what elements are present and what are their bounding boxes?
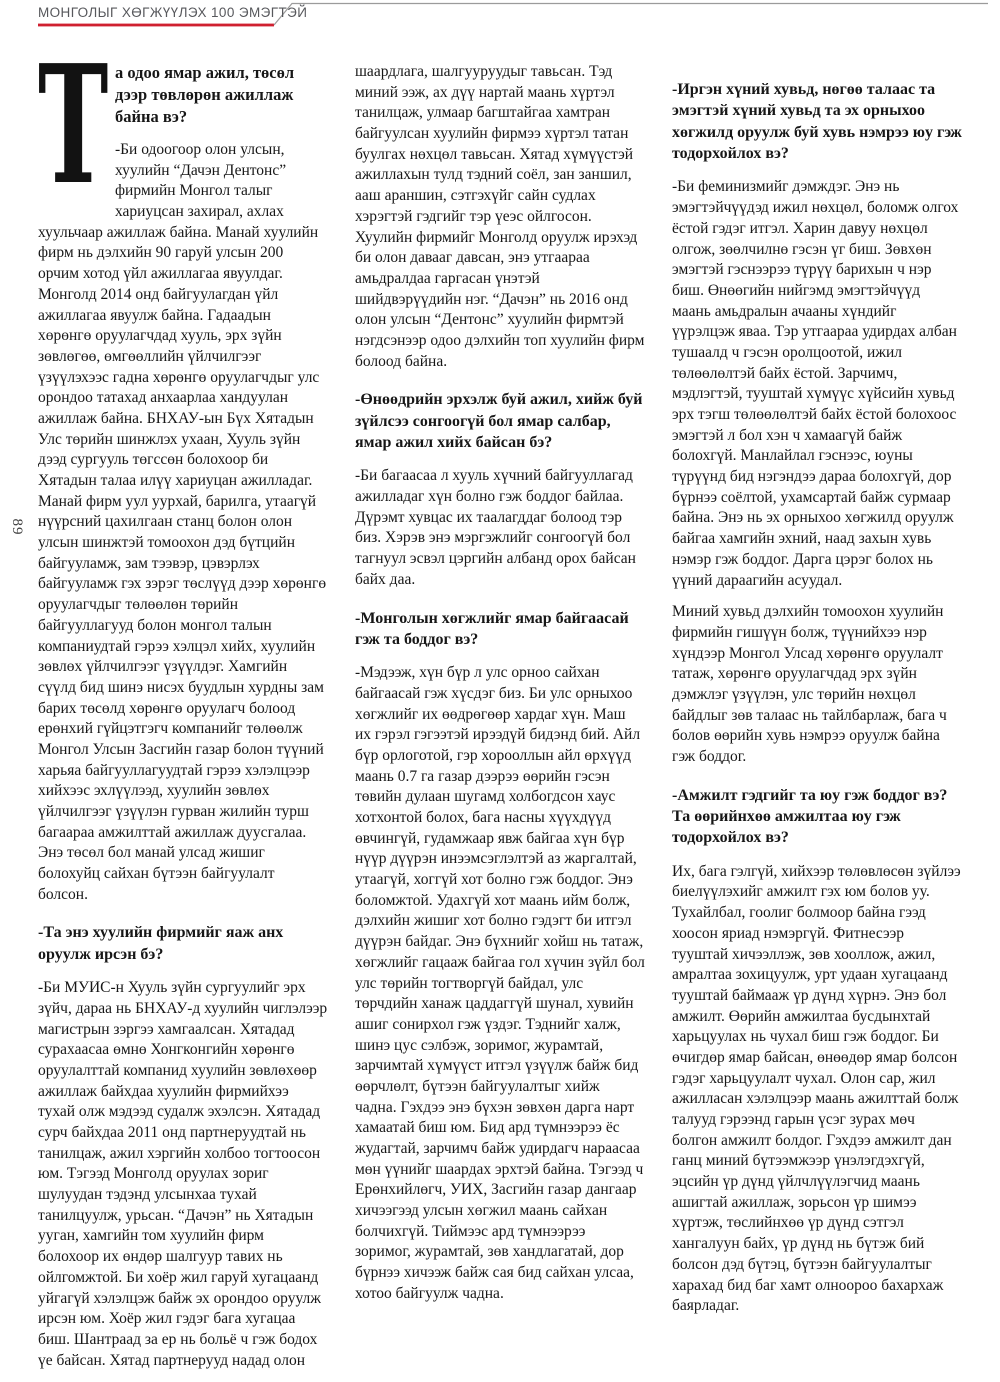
article-columns [38,30,962,1382]
interview-paragraph: -Би одоогоор олон улсын, хуулийн “Дачэн Дентонс” фирмийн Монгол талыг хариуцсан захирал, ахлах хуульчаар ажиллаж байна. Манай хуулийн фирм нь дэлхийн 90 гаруй улсын 200 орчим хотод үйл ажиллагаа явуулдаг. Монголд 2014 онд байгуулагдан үйл ажиллагаа явуулж байна. Гадаадын хөрөнгө оруулагчдад хууль, эрх зүйн зөвлөгөө, өмгөөллийн үйлчилгээг үзүүлэхээс гадна хөрөнгө оруулагчдыг улс орондоо татахад анхаарлаа хандуулан ажиллаж байна. БНХАУ-ын Бүх Хятадын Улс төрийн шинжлэх ухаан, Хууль зүйн дээд сургууль төгссөн болохоор би Хятадын талаа илүү хариуцан ажилладаг. Манай фирм уул уурхай, барилга, утаагүй нүүрсний цахилгаан станц болон олон улсын шинжтэй томоохон дэд бүтцийн байгууламж, зам тээвэр, цэвэрлэх байгууламж гэх зэрэг төслүүд дээр хөрөнгө оруулагчдыг төлөөлөн төрийн байгууллагууд болон монгол талын компаниудтай гэрээ хэлцэл хийх, хуулийн зөвлөх үйлчилгээг үзүүлдэг. Хамгийн сүүлд бид шинэ нисэх буудлын хурдны зам барих төсөлд хөрөнгө оруулагч болоод ерөнхий гүйцэтгэгч компанийг төлөөлж Монгол Улсын Засгийн газар болон түүний харьяа байгууллагуудтай гэрээ хэлэлцээр хийхээс эхлүүлээд, хуулийн зөвлөх үйлчилгээг үзүүлэн гурван жилийн турш багаараа амжилттай ажиллаж дуусгалаа. Энэ төсөл бол манай улсад жишиг болохуйц сайхан бүтээн байгуулалт болсон. [38,141,327,903]
page-header [0,0,1000,34]
interview-paragraph: -Мэдээж, хүн бүр л улс орноо сайхан байгаасай гэж хүсдэг биз. Би улс орныхоо хөгжлийг их өөдрөгөөр хардаг хүн. Маш их гэрэл гэгээтэй ирээдүй бидэнд бий. Айл бүр орлоготой, гэр хорооллын айл өрхүүд маань 0.7 га газар дээрээ өөрийн гэсэн төвийн дулаан шугамд холбогдсон хаус хотхонтой болох, бага насны хүүхдүүд өвчингүй, гудамжаар явж байгаа хүн бүр нүүр дүүрэн инээмсэглэлтэй аз жаргалтай, утаагүй, хоггүй хот болно гэж боддог. Энэ боломжтой. Удахгүй хот маань ийм болж, дэлхийн жишиг хот болно гэдэгт би итгэл дүүрэн байдаг. Энэ бүхнийг хойш нь татаж, хөгжлийг гацааж байгаа гол хүчин зүйл бол улс төрийн тогтворгүй байдал, улс төрчдийн ханаж цаддаггүй шунал, хувийн ашиг сонирхол гэж үздэг. Тэднийг халж, шинэ цус сэлбэж, зоримог, журамтай, зарчимтай хүмүүст итгэл үзүүлж байж бид өөрчлөлт, бүтээн байгуулалтыг хийж чадна. Гэхдээ энэ бүхэн зөвхөн дарга нарт хамаатай биш юм. Бид ард түмнээрээ ёс жудагтай, зарчимч байж удирдагч нараасаа мөн үүнийг шаардах эрхтэй байна. Тэгээд ч Ерөнхийлөгч, УИХ, Засгийн газар дангаар хичээгээд улсын хөгжил маань сайхан болчихгүй. Тиймээс ард түмнээрээ зоримог, журамтай, зөв хандлагатай, дор бүрнээ хичээж байж сая бид сайхан улсаа, хотоо байгуулж чадна. [355,664,645,1302]
header-red-underline [38,24,274,27]
article-column-1 [38,30,328,1382]
interview-paragraph: Их, бага гэлгүй, хийхээр төлөвлөсөн зүйлээ биелүүлэхийг амжилт гэх юм болов уу. Тухайлбал, гоолиг болмоор байна гээд хоосон яриад нэмэргүй. Фитнесээр тууштай хичээллэж, зөв хооллож, ажил, амралтаа зохицуулж, урт удаан хугацаанд тууштай баймааж үр дүнд хүрнэ. Энэ бол амжилт. Өөрийн амжилтаа бусдынхтай харьцуулах нь чухал биш гэж боддог. Би өчигдөр ямар байсан, өнөөдөр ямар болсон гэдэг харьцуулалт чухал. Олон сар, жил ажилласан хэлэлцээр маань ажилттай болж талууд гэрээнд гарын үсэг зурах мөч болгон амжилт болдог. Гэхдээ амжилт дан ганц миний бүтээмжээр үнэлэгдэхгүй, эцсийн үр дүнд үйлчлүүлэгчид маань ашигтай ажиллаж, зорьсон үр шимээ хүртэж, төслийнхөө үр дүнд сэтгэл хангалуун байх, үр дүнд нь бүтэж бий болсон дэд бүтэц, бүтээн байгуулалтыг харахад бид баг хамт олноороо бахархаж баярладаг. [672,862,961,1315]
header-title: МОНГОЛЫГ ХӨГЖҮҮЛЭХ 100 ЭМЭГТЭЙ [38,5,308,20]
interview-question: -Иргэн хүний хувьд, нөгөө талаас та эмэгтэй хүний хувьд та эх орныхоо хөгжилд оруулж буй хувь нэмрээ юу гэж тодорхойлох вэ? [672,81,962,163]
interview-question: а одоо ямар ажил, төсөл дээр төвлөрөн ажиллаж байна вэ? [115,63,295,127]
drop-cap-letter: Т [38,30,109,221]
interview-paragraph: -Би МУИС-н Хууль зүйн сургуулийг эрх зүйч, дараа нь БНХАУ-д хуулийн чиглэлээр магистрын зэргээ хамгаалсан. Хятадад сурахаасаа өмнө Хонгконгийн хөрөнгө оруулалттай компанид хуулийн зөвлөхөөр ажиллаж байхдаа хуулийн фирмийхээ тухай олж мэдээд судалж эхэлсэн. Хятадад сурч байхдаа 2011 онд партнеруудтай нь танилцаж, ажил хэргийн холбоо тогтоосон юм. Тэгээд Монголд оруулах зориг шулуудан тэдэнд улсынхаа тухай танилцуулж, урьсан. “Дачэн” нь Хятадын ууган, хамгийн том хуулийн фирм болохоор их өндөр шалгуур тавих нь ойлгомжтой. Би хоёр жил гаруй хугацаанд уйгагүй хэлэлцэж байж эх орондоо оруулж ирсэн юм. Хоёр жил гэдэг бага хугацаа биш. Шантраад за ер нь больё ч гэж бодох үе байсан. Хятад партнерууд надад олон [38,979,328,1369]
interview-paragraph: шаардлага, шалгууруудыг тавьсан. Тэд миний ээж, ах дүү нартай маань хүртэл танилцаж, улмаар багштайгаа хамтран байгуулсан хуулийн фирмээ хүртэл татан буулгах нөхцөл тавьсан. Хятад хүмүүстэй ажиллахын тулд тэдний соёл, зан заншил, ааш араншин, сэтгэхүйг сайн судлах хэрэгтэй гэдгийг тэр үеэс ойлгосон. Хуулийн фирмийг Монголд оруулж ирэхэд би олон давааг давсан, энэ утгаараа амьдралдаа гаргасан үнэтэй шийдвэрүүдийн нэг. “Дачэн” нь 2016 онд олон улсын “Дентонс” хуулийн фирмтэй нэгдсэнээр одоо дэлхийн топ хуулийн фирм болоод байна. [355,63,645,370]
article-column-3 [672,62,962,1382]
interview-paragraph: -Би феминизмийг дэмждэг. Энэ нь эмэгтэйчүүдэд ижил нөхцөл, боломж олгох ёстой гэдэг итгэл. Харин давуу нөхцөл олгож, зөөлчилнө гэсэн үг биш. Зөвхөн эмэгтэй гэснээрээ түрүү барихын ч нэр биш. Өнөөгийн нийгэмд эмэгтэйчүүд маань амьдралын ачааны хүндийг үүрэлцэж яваа. Тэр утгаараа удирдах албан тушаалд ч гэсэн оролцоотой, ижил төлөөлөлтэй байх ёстой. Зарчимч, мэдлэгтэй, тууштай хүмүүс хүйсийн хувьд эрх тэгш төлөөлөлтэй байх ёстой болохоос эмэгтэй л бол хэн ч хамаагүй байж болохгүй. Манлайлал гэснээс, юуны түрүүнд бид нэгэндээ дараа болохгүй, дор бүрнээ соёлтой, ухамсартай байж сурмаар байна. Энэ нь эх орныхоо хөгжилд оруулж байгаа хамгийн эхний, наад захын хувь нэмэр гэж боддог. Дарга цэрэг болох нь үүний дараагийн асуудал. [672,178,959,589]
interview-question: -Монголын хөгжлийг ямар байгаасай гэж та боддог вэ? [355,609,629,648]
page-number: 89 [9,518,25,536]
interview-paragraph: -Би багаасаа л хууль хүчний байгууллагад ажилладаг хүн болно гэж боддог байлаа. Дүрэмт хувцас их таалагддаг болоод тэр биз. Хэрэв энэ мэргэжлийг сонгоогүй бол тагнуул эсвэл цэргийн албанд орох байсан байх даа. [355,467,636,588]
article-column-2 [355,62,645,1382]
interview-question: -Та энэ хуулийн фирмийг яаж анх оруулж ирсэн бэ? [38,924,284,963]
header-diagonal-rule [274,4,988,26]
interview-paragraph: Миний хувьд дэлхийн томоохон хуулийн фирмийн гишүүн болж, түүнийхээ нэр хүндээр Монгол Улсад хөрөнгө оруулалт татаж, хөрөнгө оруулагчдад эрх зүйн дэмжлэг үзүүлэн, улс төрийн нөхцөл байдлыг зөв талаас нь тайлбарлаж, бага ч болов өөрийн хувь нэмрээ оруулж байна гэж боддог. [672,603,947,765]
interview-question: -Өнөөдрийн эрхэлж буй ажил, хийж буй зүйлсээ сонгоогүй бол ямар салбар, ямар ажил хийх байсан бэ? [355,391,643,452]
interview-question: -Амжилт гэдгийг та юу гэж боддог вэ? Та өөрийнхөө амжилтаа юу гэж тодорхойлох вэ? [672,786,948,847]
